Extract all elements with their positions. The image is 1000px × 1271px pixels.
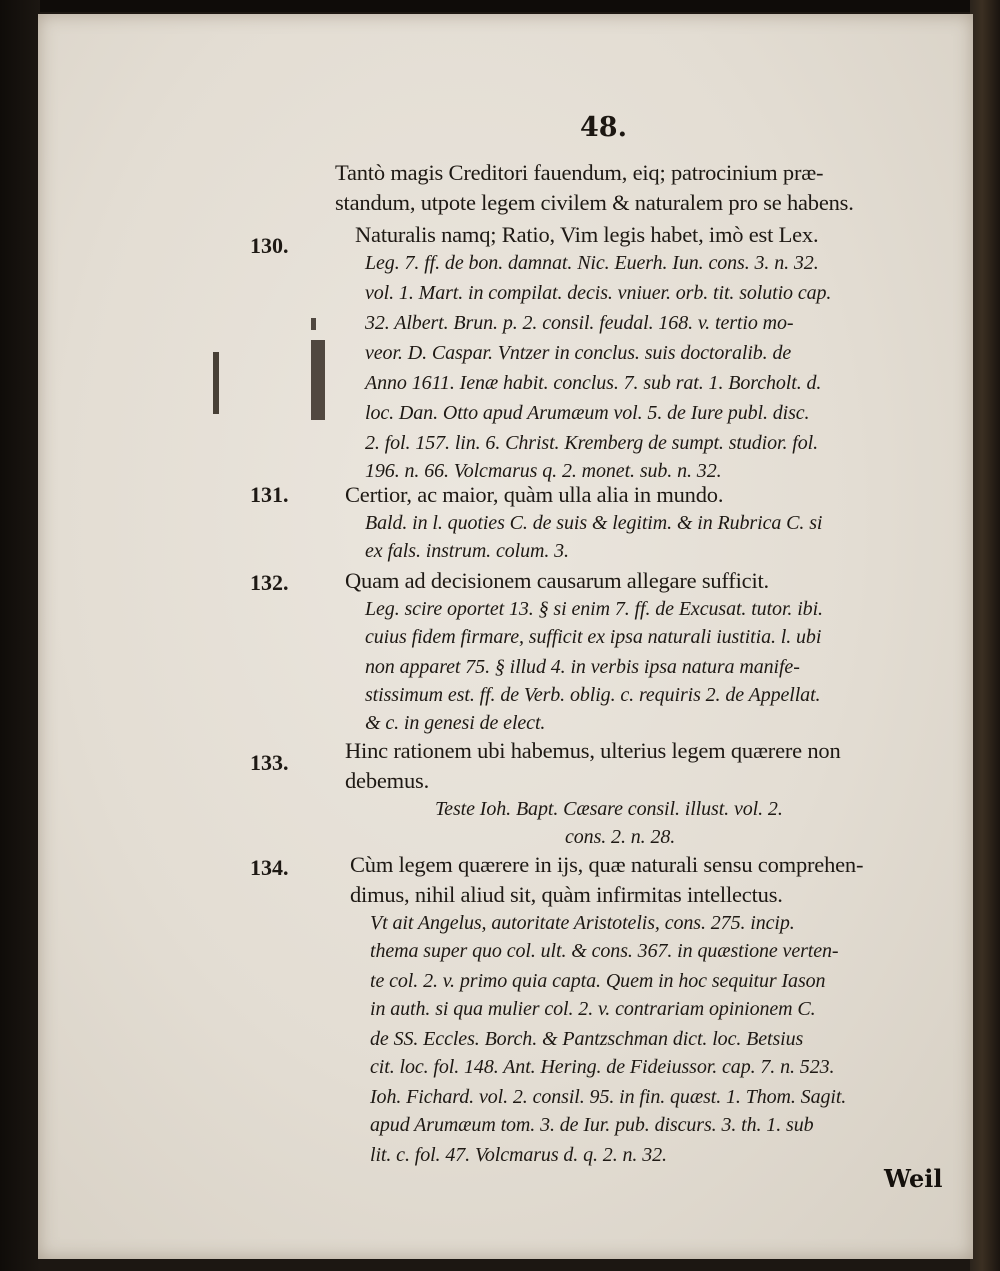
body-text-line: standum, utpote legem civilem & naturalem pro se habens. [335,190,854,215]
citation-line: vol. 1. Mart. in compilat. decis. vniuer. orb. tit. solutio cap. [365,282,832,304]
citation-line: 2. fol. 157. lin. 6. Christ. Kremberg de sumpt. studior. fol. [365,432,819,454]
margin-note-number: 131. [250,482,289,507]
citation-line: Vt ait Angelus, autoritate Aristotelis, cons. 275. incip. [370,912,795,934]
body-text-line: dimus, nihil aliud sit, quàm infirmitas intellectus. [350,882,783,907]
citation-line: & c. in genesi de elect. [365,712,546,734]
margin-note-number: 134. [250,855,289,880]
citation-line: de SS. Eccles. Borch. & Pantzschman dict. loc. Betsius [370,1028,804,1050]
book-left-edge [0,0,40,1271]
citation-line: ex fals. instrum. colum. 3. [365,540,569,562]
citation-line: stissimum est. ff. de Verb. oblig. c. requiris 2. de Appellat. [365,684,821,706]
ink-smudge [311,318,316,330]
citation-line: apud Arumæum tom. 3. de Iur. pub. discurs. 3. th. 1. sub [370,1114,814,1136]
ink-smudge [213,352,219,414]
catchword: Weil [884,1164,943,1193]
citation-line: veor. D. Caspar. Vntzer in conclus. suis doctoralib. de [365,342,792,364]
citation-line: cuius fidem firmare, sufficit ex ipsa naturali iustitia. l. ubi [365,626,822,648]
book-right-edge [970,0,1000,1271]
body-text-line: Tantò magis Creditori fauendum, eiq; patrocinium præ- [335,160,824,185]
body-text-line: Quam ad decisionem causarum allegare sufficit. [345,568,769,593]
citation-line: Teste Ioh. Bapt. Cæsare consil. illust. vol. 2. [435,798,783,820]
citation-line: Ioh. Fichard. vol. 2. consil. 95. in fin. quæst. 1. Thom. Sagit. [370,1086,847,1108]
citation-line: te col. 2. v. primo quia capta. Quem in hoc sequitur Iason [370,970,826,992]
citation-line: Leg. scire oportet 13. § si enim 7. ff. de Excusat. tutor. ibi. [365,598,823,620]
book-top-edge [0,0,1000,12]
citation-line: loc. Dan. Otto apud Arumæum vol. 5. de Iure publ. disc. [365,402,810,424]
citation-line: in auth. si qua mulier col. 2. v. contrariam opinionem C. [370,998,816,1020]
page-number: 48. [580,112,627,143]
margin-note-number: 133. [250,750,289,775]
body-text-line: Cùm legem quærere in ijs, quæ naturali sensu comprehen- [350,852,864,877]
citation-line: thema super quo col. ult. & cons. 367. in quæstione verten- [370,940,839,962]
citation-line: non apparet 75. § illud 4. in verbis ipsa natura manife- [365,656,800,678]
margin-note-number: 132. [250,570,289,595]
citation-line: Leg. 7. ff. de bon. damnat. Nic. Euerh. Iun. cons. 3. n. 32. [365,252,819,274]
citation-line: Bald. in l. quoties C. de suis & legitim. & in Rubrica C. si [365,512,823,534]
body-text-line: Hinc rationem ubi habemus, ulterius legem quærere non [345,738,841,763]
citation-line: lit. c. fol. 47. Volcmarus d. q. 2. n. 32. [370,1144,667,1166]
citation-line: 32. Albert. Brun. p. 2. consil. feudal. 168. v. tertio mo- [365,312,794,334]
citation-line: cons. 2. n. 28. [565,826,676,848]
citation-line: 196. n. 66. Volcmarus q. 2. monet. sub. n. 32. [365,460,722,482]
body-text-line: Naturalis namq; Ratio, Vim legis habet, imò est Lex. [355,222,819,247]
citation-line: Anno 1611. Ienæ habit. conclus. 7. sub rat. 1. Borcholt. d. [365,372,822,394]
body-text-line: debemus. [345,768,430,793]
citation-line: cit. loc. fol. 148. Ant. Hering. de Fideiussor. cap. 7. n. 523. [370,1056,835,1078]
margin-note-number: 130. [250,233,289,258]
ink-smudge [311,340,325,420]
body-text-line: Certior, ac maior, quàm ulla alia in mundo. [345,482,724,507]
